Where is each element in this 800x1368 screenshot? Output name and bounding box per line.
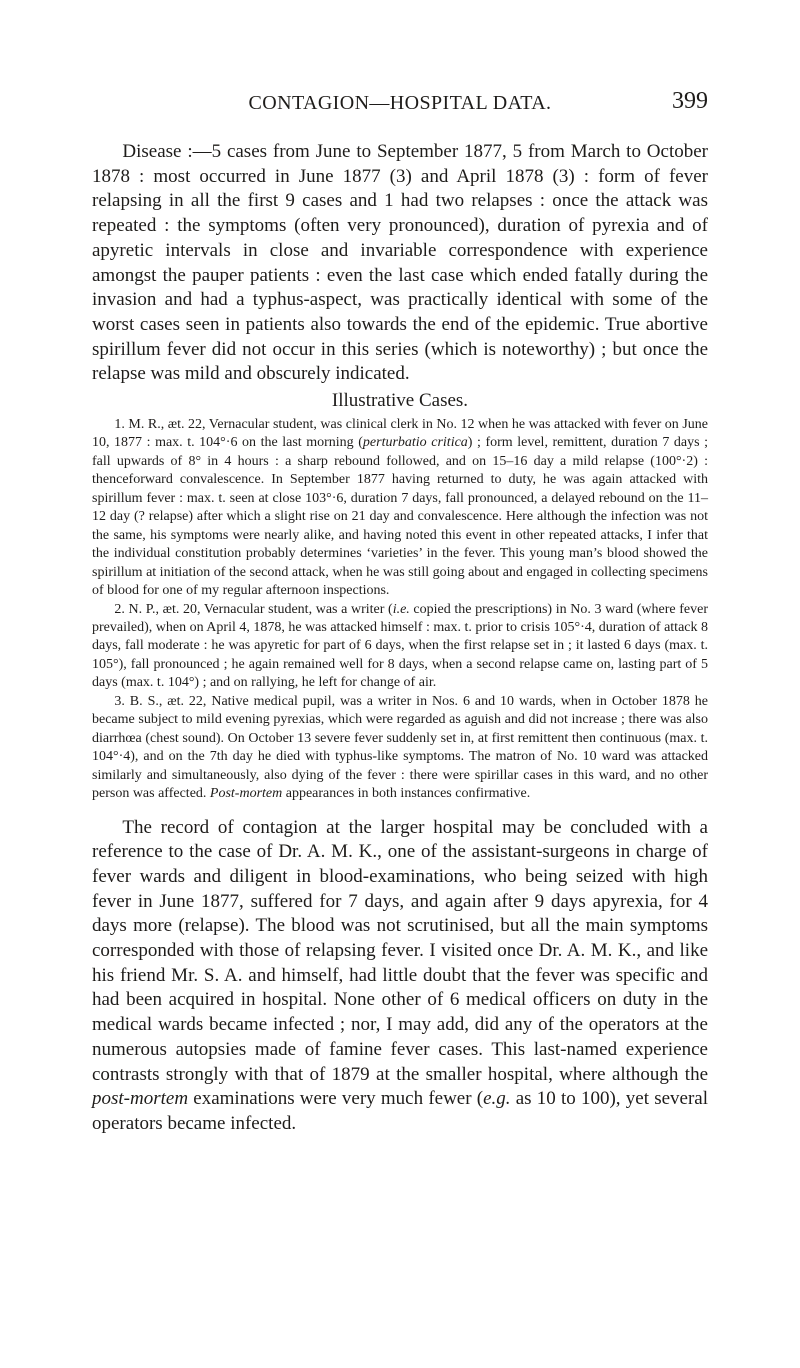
closing-italic-2: e.g.: [483, 1088, 511, 1110]
closing-paragraph: [92, 816, 708, 1137]
case-paragraph-3: [92, 693, 708, 804]
case-1-text-b: ) ; form level, remittent, duration 7 days ; fall upwards of 8° in 4 hours : a sharp rebound followed, and on 15–16 day a mild relapse (100°·2) : thenceforward convalescence. In September 1877 having returned to duty, he was again attacked with spirillum fever : max. t. seen at close 103°·6, duration 7 days, fall pronounced, a delayed rebound on the 11–12 day (? relapse) after which a slight rise on 21 day and convalescence. Here although the infection was not the same, his symptoms were nearly alike, and having noted this event in other repeated attacks, I infer that the individual constitution probably determines ‘varieties’ in the fever. This young man’s blood showed the spirillum at initiation of the second attack, when he was still going about and engaged in collecting specimens of blood for one of my regular afternoon inspections.: [92, 435, 709, 599]
closing-text-a: The record of contagion at the larger hospital may be concluded with a reference to the case of Dr. A. M. K., one of the assistant-surgeons in charge of fever wards and diligent in blood-examinations, who being seized with high fever in June 1877, suffered for 7 days, and again after 9 days apyrexia, for 4 days more (relapse). The blood was not scrutinised, but all the main symptoms corresponded with those of relapsing fever. I visited once Dr. A. M. K., and like his friend Mr. S. A. and himself, had little doubt that the fever was specific and had been acquired in hospital. None other of 6 medical officers on duty in the medical wards became infected ; nor, I may add, did any of the operators at the numerous autopsies made of famine fever cases. This last-named experience contrasts strongly with that of 1879 at the smaller hospital, where although the: [92, 816, 708, 1085]
section-heading: Illustrative Cases.: [331, 390, 469, 412]
case-paragraph-2: [92, 601, 708, 693]
closing-text-c: as 10 to 100), yet several operators became infected.: [92, 1088, 708, 1134]
intro-paragraph: Disease :—5 cases from June to September 1877, 5 from March to October 1878 : most occurred in June 1877 (3) and April 1878 (3) : form of fever relapsing in all the first 9 cases and 1 had two relapses : once the attack was repeated : the symptoms (often very pronounced), duration of pyrexia and of apyretic intervals in close and invariable correspondence with experience amongst the pauper patients : even the last case which ended fatally during the invasion and had a typhus-aspect, was practically identical with some of the worst cases seen in patients also towards the end of the epidemic. True abortive spirillum fever did not occur in this series (which is noteworthy) ; but once the relapse was mild and obscurely indicated.: [92, 141, 708, 385]
case-paragraph-1: [92, 416, 708, 601]
case-3-text-b: appearances in both instances confirmative.: [282, 786, 531, 802]
closing-italic-1: post-mortem: [92, 1088, 189, 1110]
closing-text-b: examinations were very much fewer (: [188, 1088, 484, 1110]
case-1-italic: perturbatio critica: [362, 435, 468, 451]
case-2-text-a: 2. N. P., æt. 20, Vernacular student, was a writer (: [114, 601, 393, 617]
case-2-text-b: copied the prescriptions) in No. 3 ward (where fever prevailed), when on April 4, 1878, he was attacked himself : max. t. prior to crisis 105°·4, duration of attack 8 days, fall moderate : he was apyretic for part of 6 days, when the first relapse set in ; it lasted 6 days (max. t. 105°), fall pronounced ; he again remained well for 8 days, when a second relapse came on, lasting part of 5 days (max. t. 104°) ; and on rallying, he left for change of air.: [92, 601, 708, 691]
case-3-italic: Post-mortem: [209, 786, 283, 802]
running-head: [92, 88, 708, 120]
case-3-text-a: 3. B. S., æt. 22, Native medical pupil, was a writer in Nos. 6 and 10 wards, when in October 1878 he became subject to mild evening pyrexias, which were regarded as aguish and did not increase ; there was also diarrhœa (chest sound). On October 13 severe fever suddenly set in, at first remittent then continuous (max. t. 104°·4), and on the 7th day he died with typhus-like symptoms. The matron of No. 10 ward was attacked similarly and simultaneously, also dying of the fever : there were spirillar cases in this ward, and no other person was affected.: [92, 693, 708, 802]
case-1-text-a: 1. M. R., æt. 22, Vernacular student, was clinical clerk in No. 12 when he was attacked with fever on June 10, 1877 : max. t. 104°·6 on the last morning (: [92, 417, 708, 451]
case-2-italic: i.e.: [392, 601, 410, 617]
text-column: [92, 140, 708, 1137]
running-head-title: CONTAGION—HOSPITAL DATA.: [248, 92, 552, 114]
page-number: 399: [672, 88, 708, 114]
